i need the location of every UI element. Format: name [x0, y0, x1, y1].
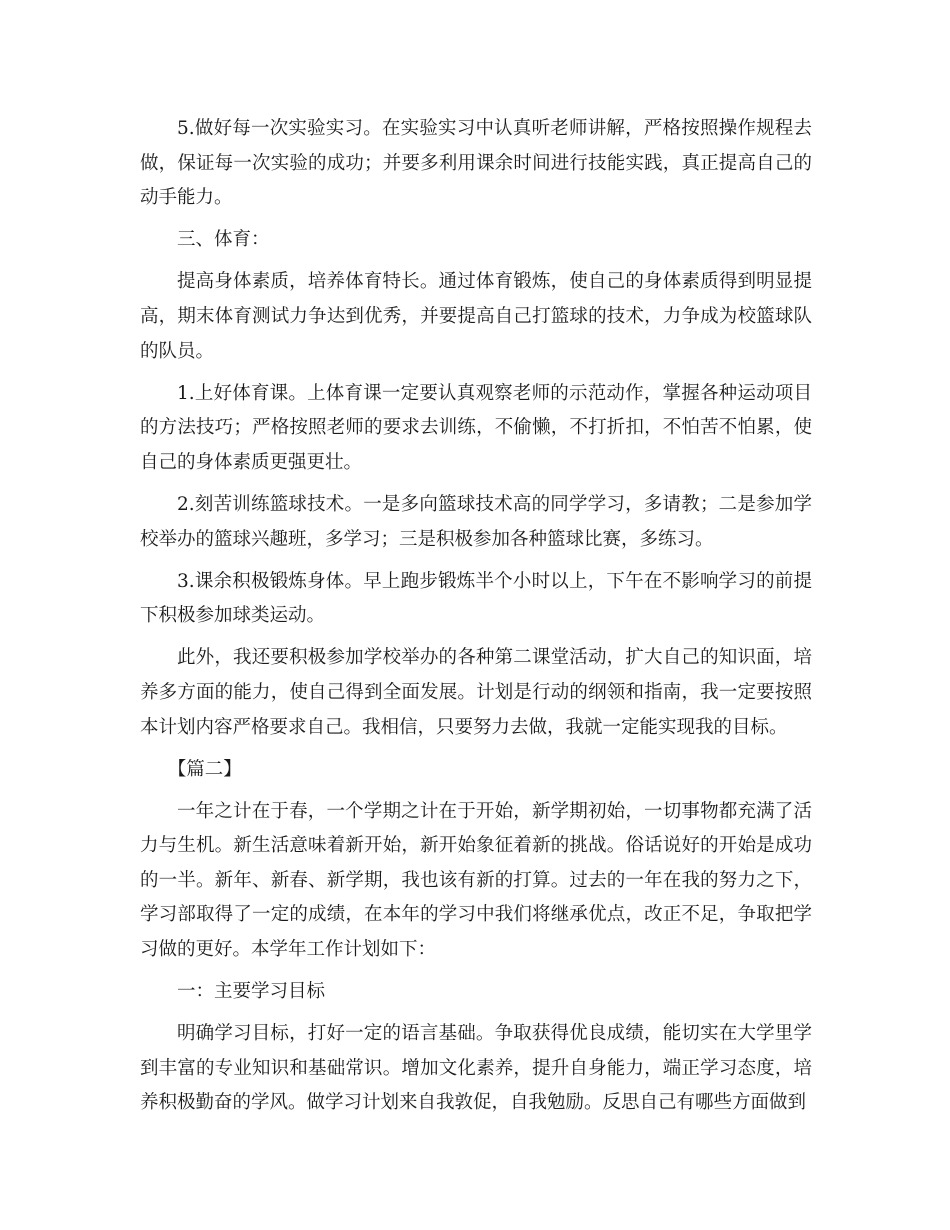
paragraph-after-class-exercise: 3.课余积极锻炼身体。早上跑步锻炼半个小时以上，下午在不影响学习的前提下积极参加球类运动。 [140, 570, 812, 627]
paragraph-basketball-training: 2.刻苦训练篮球技术。一是多向篮球技术高的同学学习，多请教；二是参加学校举办的篮球兴趣班，多学习；三是积极参加各种篮球比赛，多练习。 [140, 493, 812, 550]
paragraph-pe-class: 1.上好体育课。上体育课一定要认真观察老师的示范动作，掌握各种运动项目的方法技巧；严格按照老师的要求去训练，不偷懒，不打折扣，不怕苦不怕累，使自己的身体素质更强更壮。 [140, 382, 812, 473]
section-heading-part-two: 【篇二】 [167, 758, 242, 780]
paragraph-new-semester-intro: 一年之计在于春，一个学期之计在于开始，新学期初始，一切事物都充满了活力与生机。新生活意味着新开始，新开始象征着新的挑战。俗话说好的开始是成功的一半。新年、新春、新学期，我也该有新的打算。过去的一年在我的努力之下，学习部取得了一定的成绩，在本年的学习中我们将继承优点，改正不足，争取把学习做的更好。本学年工作计划如下： [140, 800, 812, 961]
section-heading-main-goals: 一：主要学习目标 [177, 981, 326, 1003]
document-body [140, 112, 812, 1129]
paragraph-experiment-practice: 5.做好每一次实验实习。在实验实习中认真听老师讲解，严格按照操作规程去做，保证每一次实验的成功；并要多利用课余时间进行技能实践，真正提高自己的动手能力。 [140, 118, 812, 209]
section-heading-pe: 三、体育： [177, 229, 270, 251]
paragraph-additional-activities: 此外，我还要积极参加学校举办的各种第二课堂活动，扩大自己的知识面，培养多方面的能力，使自己得到全面发展。计划是行动的纲领和指南，我一定要按照本计划内容严格要求自己。我相信，只要努力去做，我就一定能实现我的目标。 [140, 647, 812, 738]
paragraph-pe-goal: 提高身体素质，培养体育特长。通过体育锻炼，使自己的身体素质得到明显提高，期末体育测试力争达到优秀，并要提高自己打篮球的技术，力争成为校篮球队的队员。 [140, 271, 812, 362]
paragraph-learning-goals: 明确学习目标，打好一定的语言基础。争取获得优良成绩，能切实在大学里学到丰富的专业知识和基础常识。增加文化素养，提升自身能力，端正学习态度，培养积极勤奋的学风。做学习计划来自我敦促，自我勉励。反思自己有哪些方面做到 [140, 1023, 812, 1114]
